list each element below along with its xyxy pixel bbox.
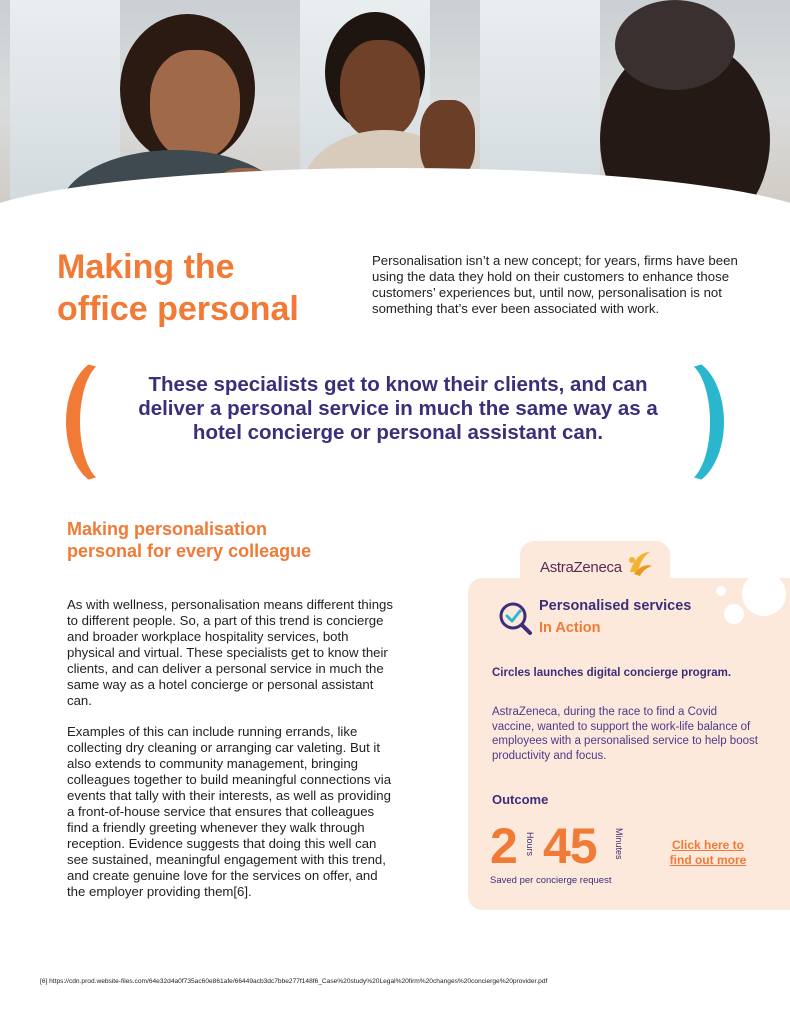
hours-unit: Hours — [525, 832, 535, 857]
astrazeneca-logo-text: AstraZeneca — [540, 559, 622, 576]
person-face — [150, 50, 240, 160]
body-paragraph: As with wellness, personalisation means different things to different people. So, a part of this trend is concierge and broader workplace hospitality services, both physical and virtual. These specialists get to know their clients, and can deliver a personal service in much the same way as a hotel concierge or personal assistant can. — [67, 597, 393, 708]
case-study-subheading: In Action — [539, 620, 601, 636]
decorative-circle — [724, 604, 744, 624]
body-paragraph: Examples of this can include running errands, like collecting dry cleaning or arranging car valeting. But it also extends to community management, bringing colleagues together to build meaningful connections via events that tally with their interests, as well as providing a front-of-house service that ensures that colleagues find a friendly greeting whenever they walk through reception. Evidence suggests that doing this well can see sustained, meaningful engagement with this trend, and create genuine love for the services on offer, and the employer providing them[6]. — [67, 724, 392, 899]
person-hair — [615, 0, 735, 90]
page-title-line: office personal — [57, 290, 299, 328]
astrazeneca-logo-mark — [624, 548, 654, 578]
section-subheading — [67, 518, 367, 562]
page-title — [57, 246, 347, 330]
decorative-circle — [742, 572, 786, 616]
hero-photo — [0, 0, 790, 232]
decorative-circle — [716, 586, 726, 596]
person-face — [340, 40, 420, 140]
minutes-value: 45 — [543, 818, 597, 874]
hours-value: 2 — [490, 818, 517, 874]
case-study-title: Circles launches digital concierge program. — [492, 667, 732, 679]
saved-caption: Saved per concierge request — [490, 875, 612, 886]
magnifier-check-icon — [497, 600, 533, 636]
case-study-body: AstraZeneca, during the race to find a Covid vaccine, wanted to support the work-life balance of employees with a personalised service to help boost productivity and focus. — [492, 706, 758, 762]
outcome-label: Outcome — [492, 792, 549, 807]
pull-quote: These specialists get to know their clients, and can deliver a personal service in much the same way as a hotel concierge or personal assistant can. — [138, 373, 658, 444]
footnote: [6] https://cdn.prod.website-files.com/64e32d4a0f735ac60e861afe/66449acb3dc7bbe277f148f6_Case%20study%20Legal%20firm%20changes%20concierge%20provider.pdf — [40, 978, 548, 985]
section-subheading-line: personal for every colleague — [67, 541, 312, 561]
case-study-heading: Personalised services — [539, 598, 692, 614]
minutes-unit: Minutes — [614, 828, 624, 860]
intro-paragraph: Personalisation isn’t a new concept; for years, firms have been using the data they hold on their customers to enhance those customers’ experiences but, until now, personalisation is not something that’s ever been associated with work. — [372, 253, 738, 316]
section-subheading-line: Making personalisation — [67, 519, 268, 539]
find-out-more-link[interactable]: Click here to find out more — [669, 838, 747, 867]
page-title-line: Making the — [57, 248, 235, 286]
